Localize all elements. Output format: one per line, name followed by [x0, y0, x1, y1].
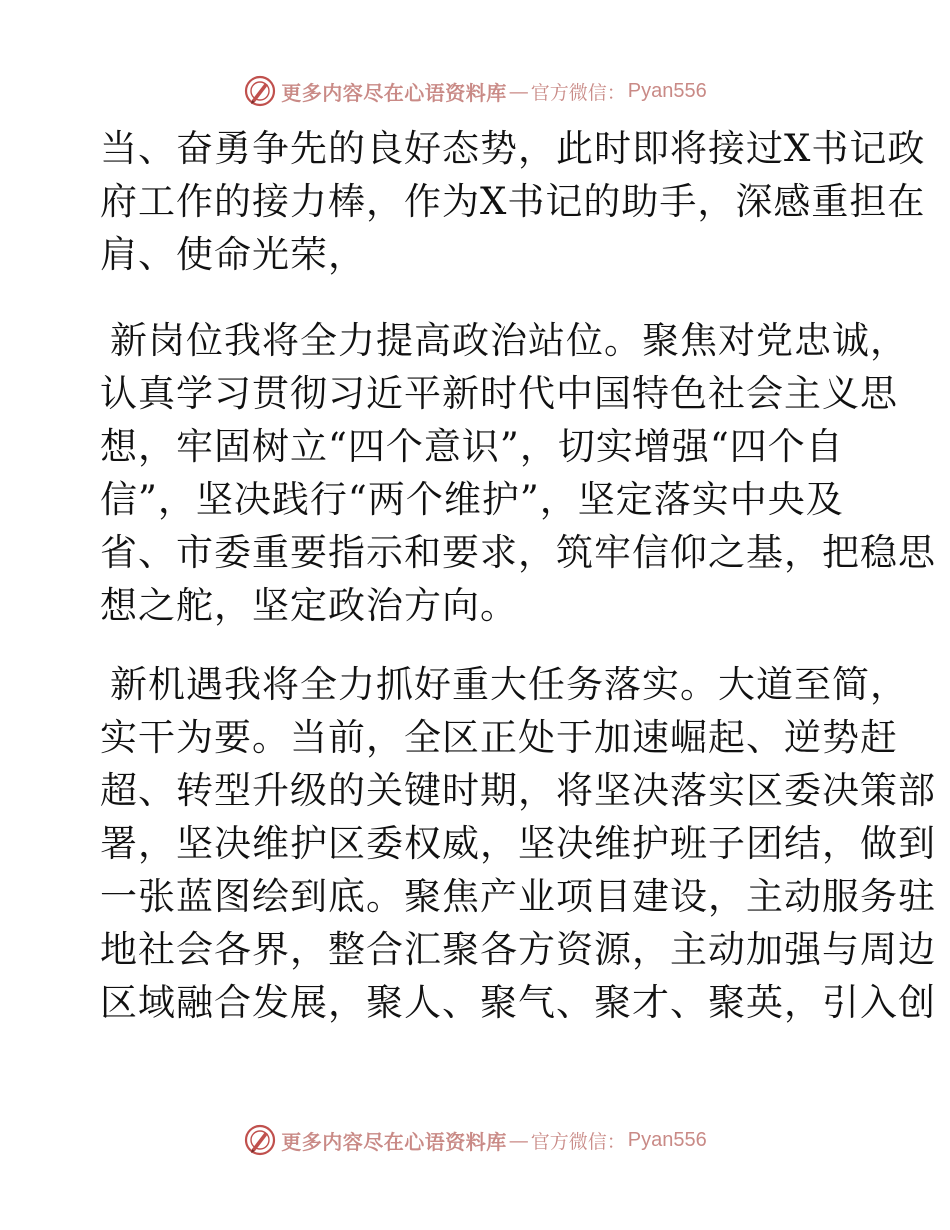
watermark-account: Pyan556	[627, 1128, 707, 1151]
watermark-main-text: 更多内容尽在心语资料库	[281, 1129, 507, 1154]
paragraph-3	[100, 658, 936, 1029]
text-line: 一张蓝图绘到底。聚焦产业项目建设，主动服务驻	[100, 875, 936, 918]
text-line: 新机遇我将全力抓好重大任务落实。大道至简，	[110, 663, 908, 706]
text-line: 信”，坚决践行“两个维护”，坚定落实中央及	[100, 478, 844, 521]
text-line: 想之舵，坚定政治方向。	[100, 584, 518, 627]
paragraph-2	[100, 314, 936, 632]
text-line: 署，坚决维护区委权威，坚决维护班子团结，做到	[100, 822, 936, 865]
watermark-account: Pyan556	[627, 79, 707, 102]
text-line: 省、市委重要指示和要求，筑牢信仰之基，把稳思	[100, 531, 936, 574]
text-line: 新岗位我将全力提高政治站位。聚焦对党忠诚，	[110, 319, 908, 362]
text-line: 地社会各界，整合汇聚各方资源，主动加强与周边	[100, 928, 936, 971]
watermark-main-text: 更多内容尽在心语资料库	[281, 80, 507, 105]
watermark-sub-text: 官方微信：	[530, 1130, 626, 1153]
text-line: 认真学习贯彻习近平新时代中国特色社会主义思	[100, 372, 898, 415]
watermark-dash: —	[508, 79, 529, 103]
text-line: 当、奋勇争先的良好态势，此时即将接过X书记政	[100, 127, 926, 170]
header-watermark	[0, 71, 950, 111]
footer-watermark	[0, 1120, 950, 1160]
text-line: 想，牢固树立“四个意识”，切实增强“四个自	[100, 425, 844, 468]
pen-circle-logo-icon	[243, 74, 277, 108]
text-line: 实干为要。当前，全区正处于加速崛起、逆势赶	[100, 716, 898, 759]
text-line: 超、转型升级的关键时期，将坚决落实区委决策部	[100, 769, 936, 812]
text-line: 府工作的接力棒，作为X书记的助手，深感重担在	[100, 180, 926, 223]
pen-circle-logo-icon	[243, 1123, 277, 1157]
watermark-sub-text: 官方微信：	[530, 81, 626, 104]
watermark-dash: —	[508, 1128, 529, 1152]
paragraph-1	[100, 122, 926, 281]
text-line: 区域融合发展，聚人、聚气、聚才、聚英，引入创	[100, 981, 936, 1024]
text-line: 肩、使命光荣，	[100, 233, 366, 276]
